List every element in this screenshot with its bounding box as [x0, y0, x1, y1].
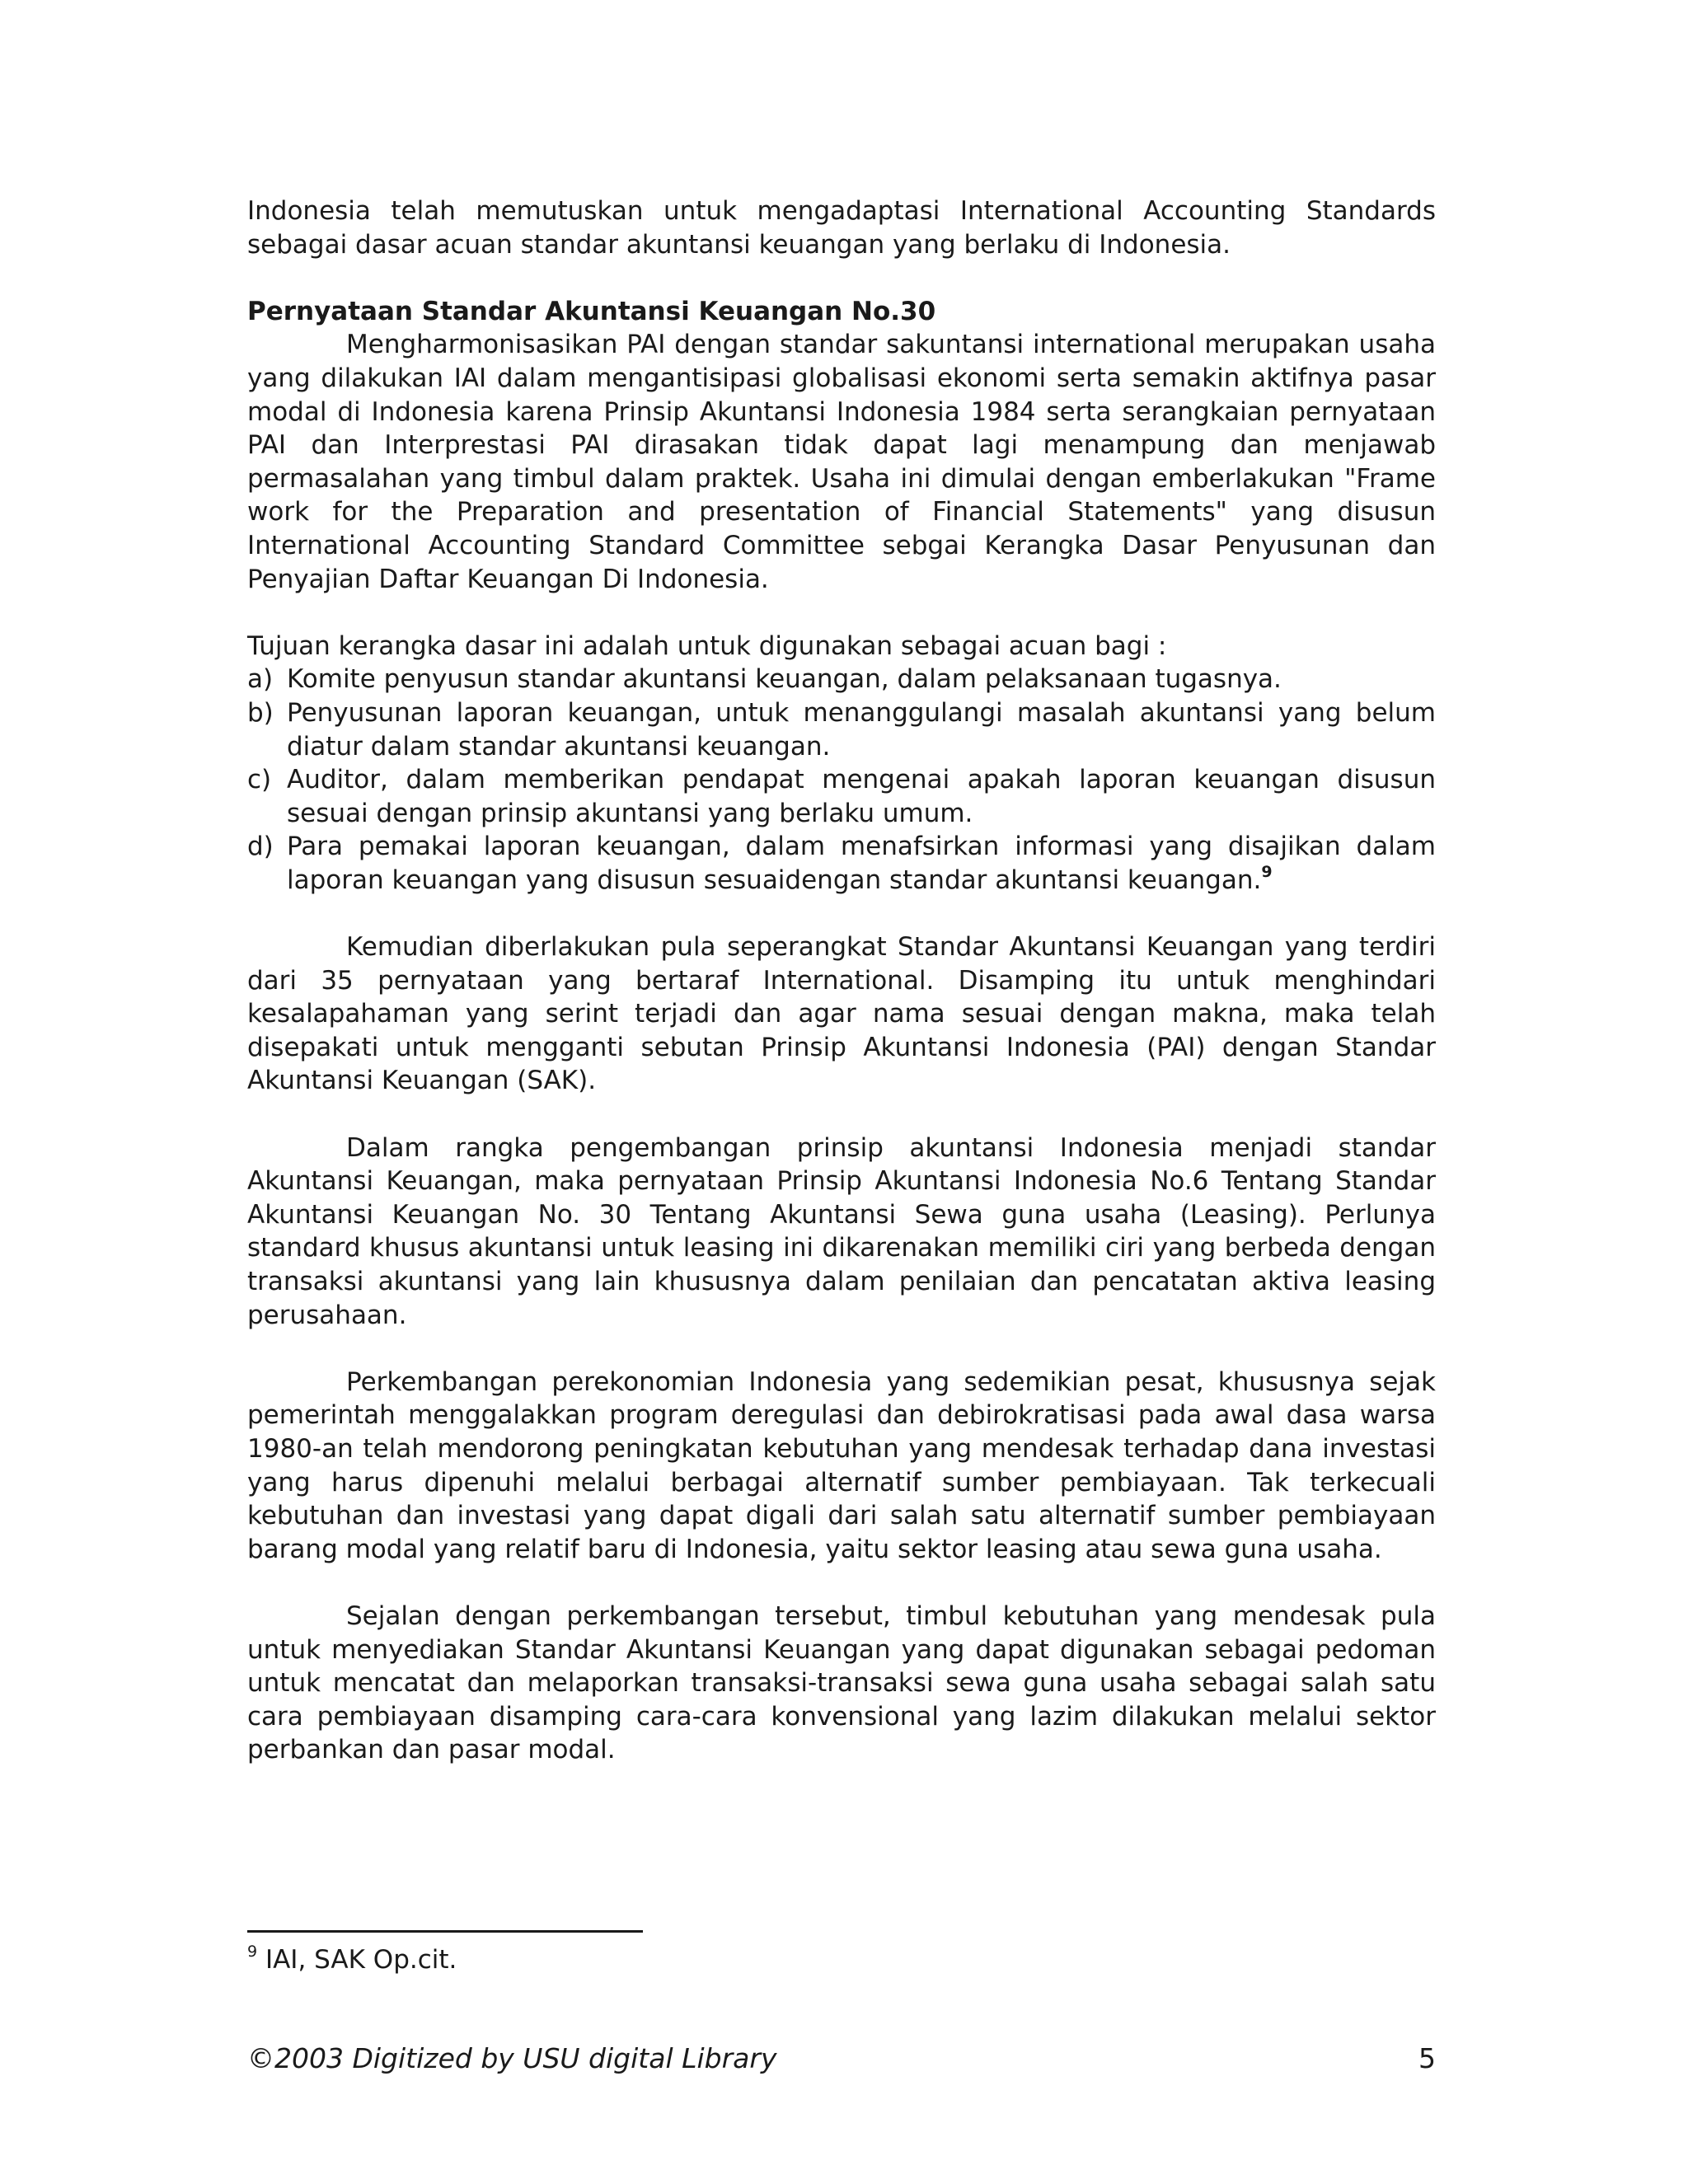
list-item-text: Para pemakai laporan keuangan, dalam menafsirkan informasi yang disajikan dalam laporan keuangan yang disusun sesuaidengan standar akuntansi keuangan.	[287, 832, 1436, 895]
list-item-text: Penyusunan laporan keuangan, untuk menanggulangi masalah akuntansi yang belum diatur dalam standar akuntansi keuangan.	[287, 697, 1436, 762]
list-item	[247, 830, 1436, 897]
list-item	[247, 696, 1436, 763]
paragraph-development: Dalam rangka pengembangan prinsip akuntansi Indonesia menjadi standar Akuntansi Keuangan, maka pernyataan Prinsip Akuntansi Indonesia No.6 Tentang Standar Akuntansi Keuangan No. 30 Tentang Akuntansi Sewa guna usaha (Leasing). Perlunya standard khusus akuntansi untuk leasing ini dikarenakan memiliki ciri yang berbeda dengan transaksi akuntansi yang lain khususnya dalam penilaian dan pencatatan aktiva leasing perusahaan.	[247, 1132, 1436, 1330]
list-item	[247, 763, 1436, 830]
paragraph-economy: Perkembangan perekonomian Indonesia yang sedemikian pesat, khususnya sejak pemerintah menggalakkan program deregulasi dan debirokratisasi pada awal dasa warsa 1980-an telah mendorong peningkatan kebutuhan yang mendesak terhadap dana investasi yang harus dipenuhi melalui berbagai alternatif sumber pembiayaan. Tak terkecuali kebutuhan dan investasi yang dapat digali dari salah satu alternatif sumber pembiayaan barang modal yang relatif baru di Indonesia, yaitu sektor leasing atau sewa guna usaha.	[247, 1366, 1436, 1564]
footnote	[247, 1943, 1436, 1976]
footnote-reference[interactable]: 9	[1261, 862, 1273, 881]
list-marker: a)	[247, 664, 274, 695]
list-item-text: Auditor, dalam memberikan pendapat mengenai apakah laporan keuangan disusun sesuai dengan prinsip akuntansi yang berlaku umum.	[287, 765, 1436, 828]
list-marker: b)	[247, 697, 274, 728]
page-body	[247, 194, 1436, 1767]
paragraph-sak: Kemudian diberlakukan pula seperangkat Standar Akuntansi Keuangan yang terdiri dari 35 pernyataan yang bertaraf International. Disamping itu untuk menghindari kesalapahaman yang serint terjadi dan agar nama sesuai dengan makna, maka telah disepakati untuk mengganti sebutan Prinsip Akuntansi Indonesia (PAI) dengan Standar Akuntansi Keuangan (SAK).	[247, 932, 1436, 1096]
paragraph-standard-need: Sejalan dengan perkembangan tersebut, timbul kebutuhan yang mendesak pula untuk menyediakan Standar Akuntansi Keuangan yang dapat digunakan sebagai pedoman untuk mencatat dan melaporkan transaksi-transaksi sewa guna usaha sebagai salah satu cara pembiayaan disamping cara-cara konvensional yang lazim dilakukan melalui sektor perbankan dan pasar modal.	[247, 1601, 1436, 1765]
purpose-list	[247, 663, 1436, 897]
footer-credit: ©2003 Digitized by USU digital Library	[247, 2042, 777, 2074]
intro-paragraph: Indonesia telah memutuskan untuk mengadaptasi International Accounting Standards sebagai dasar acuan standar akuntansi keuangan yang berlaku di Indonesia.	[247, 196, 1436, 260]
page-footer	[247, 2042, 1436, 2075]
list-marker: c)	[247, 765, 272, 795]
list-intro: Tujuan kerangka dasar ini adalah untuk digunakan sebagai acuan bagi :	[247, 630, 1167, 661]
footnote-divider	[247, 1930, 643, 1933]
section-heading: Pernyataan Standar Akuntansi Keuangan No.30	[247, 296, 936, 326]
footnote-number: 9	[247, 1943, 258, 1961]
page-number: 5	[1418, 2042, 1436, 2074]
list-marker: d)	[247, 832, 274, 862]
list-item	[247, 663, 1436, 696]
footnote-text: IAI, SAK Op.cit.	[265, 1945, 457, 1975]
list-item-text-wrapper	[287, 830, 1436, 897]
list-item-text: Komite penyusun standar akuntansi keuangan, dalam pelaksanaan tugasnya.	[287, 664, 1282, 695]
paragraph-harmonization: Mengharmonisasikan PAI dengan standar sakuntansi international merupakan usaha yang dilakukan IAI dalam mengantisipasi globalisasi ekonomi serta semakin aktifnya pasar modal di Indonesia karena Prinsip Akuntansi Indonesia 1984 serta serangkaian pernyataan PAI dan Interprestasi PAI dirasakan tidak dapat lagi menampung dan menjawab permasalahan yang timbul dalam praktek. Usaha ini dimulai dengan emberlakukan "Frame work for the Preparation and presentation of Financial Statements" yang disusun International Accounting Standard Committee sebgai Kerangka Dasar Penyusunan dan Penyajian Daftar Keuangan Di Indonesia.	[247, 330, 1436, 594]
